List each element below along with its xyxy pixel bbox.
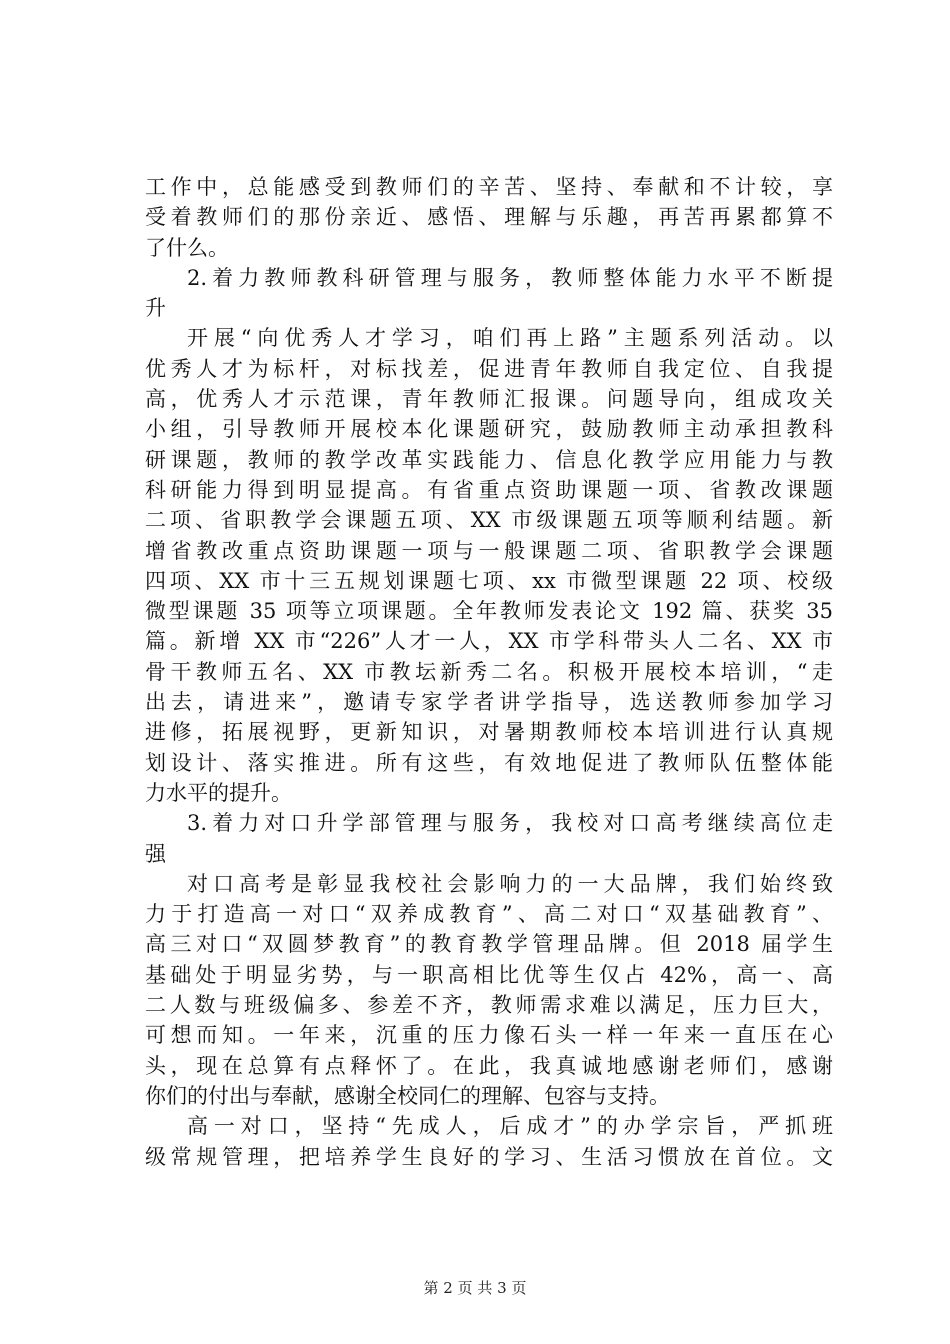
text-line: 升 [145, 296, 166, 321]
text-line: 二人数与班级偏多、参差不齐，教师需求难以满足，压力巨大， [145, 993, 833, 1018]
text-line: 篇。新增 XX 市“226”人才一人，XX 市学科带头人二名、XX 市 [145, 629, 833, 654]
text-line: 你们的付出与奉献，感谢全校同仁的理解、包容与支持。 [145, 1083, 670, 1108]
text-line: 高三对口“双圆梦教育”的教育教学管理品牌。但 2018 届学生 [145, 932, 833, 957]
text-line: 开展“向优秀人才学习，咱们再上路”主题系列活动。以 [187, 326, 833, 351]
text-line: 进修，拓展视野，更新知识，对暑期教师校本培训进行认真规 [145, 720, 833, 745]
text-line: 力水平的提升。 [145, 780, 292, 805]
text-line: 小组，引导教师开展校本化课题研究，鼓励教师主动承担教科 [145, 417, 833, 442]
text-line: 3.着力对口升学部管理与服务，我校对口高考继续高位走 [187, 811, 833, 836]
text-line: 级常规管理，把培养学生良好的学习、生活习惯放在首位。文 [145, 1144, 833, 1169]
text-line: 高一对口，坚持“先成人，后成才”的办学宗旨，严抓班 [187, 1114, 833, 1139]
text-line: 了什么。 [145, 235, 229, 260]
text-line: 优秀人才为标杆，对标找差，促进青年教师自我定位、自我提 [145, 356, 833, 381]
text-line: 二项、省职教学会课题五项、XX 市级课题五项等顺利结题。新 [145, 508, 833, 533]
text-line: 强 [145, 841, 166, 866]
text-line: 头，现在总算有点释怀了。在此，我真诚地感谢老师们，感谢 [145, 1053, 833, 1078]
text-line: 科研能力得到明显提高。有省重点资助课题一项、省教改课题 [145, 477, 833, 502]
text-line: 工作中，总能感受到教师们的辛苦、坚持、奉献和不计较，享 [145, 175, 833, 199]
page-number-footer: 第 2 页 共 3 页 [423, 1279, 527, 1297]
text-line: 对口高考是彰显我校社会影响力的一大品牌，我们始终致 [187, 871, 833, 896]
text-line: 骨干教师五名、XX 市教坛新秀二名。积极开展校本培训，“走 [145, 659, 833, 684]
text-line: 基础处于明显劣势，与一职高相比优等生仅占 42%，高一、高 [145, 962, 833, 987]
text-line: 微型课题 35 项等立项课题。全年教师发表论文 192 篇、获奖 35 [145, 599, 833, 624]
text-line: 2.着力教师教科研管理与服务，教师整体能力水平不断提 [187, 265, 833, 290]
text-line: 出去，请进来”，邀请专家学者讲学指导，选送教师参加学习 [145, 690, 833, 715]
text-line: 受着教师们的那份亲近、感悟、理解与乐趣，再苦再累都算不 [145, 205, 833, 230]
text-line: 增省教改重点资助课题一项与一般课题二项、省职教学会课题 [145, 538, 833, 563]
text-line: 力于打造高一对口“双养成教育”、高二对口“双基础教育”、 [145, 902, 833, 927]
text-line: 高，优秀人才示范课，青年教师汇报课。问题导向，组成攻关 [145, 387, 833, 412]
document-body [145, 172, 833, 1172]
text-line: 研课题，教师的教学改革实践能力、信息化教学应用能力与教 [145, 447, 833, 472]
text-line: 划设计、落实推进。所有这些，有效地促进了教师队伍整体能 [145, 750, 833, 775]
text-line: 四项、XX 市十三五规划课题七项、xx 市微型课题 22 项、校级 [145, 568, 833, 593]
text-line: 可想而知。一年来，沉重的压力像石头一样一年来一直压在心 [145, 1023, 833, 1048]
